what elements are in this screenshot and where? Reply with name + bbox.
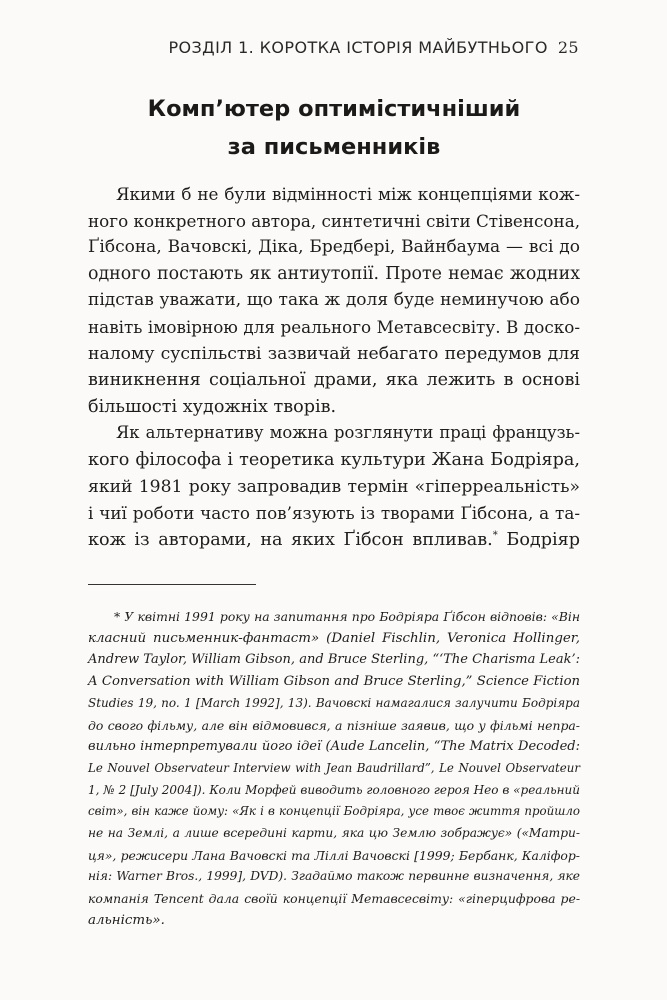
section-title-line: Комп’ютер оптимістичніший (147, 96, 521, 122)
paragraph (88, 420, 580, 553)
text-line: Ґібсона, Вачовскі, Діка, Бредбері, Вайнбаума — всі до (88, 237, 580, 258)
text-line: підстав уважати, що така ж доля буде неминучою або (88, 290, 580, 311)
footnote-line: * У квітні 1991 року на запитання про Бодріяра Ґібсон відповів: «Він (114, 609, 580, 624)
footnote-line: Le Nouvel Observateur Interview with Jean Baudrillard”, Le Nouvel Observateur (88, 760, 580, 775)
footnote-line: A Conversation with William Gibson and Bruce Sterling,” Science Fiction (88, 674, 580, 690)
text-line: який 1981 року запровадив термін «гіперреальність» (88, 476, 580, 497)
footnote-line: ця», режисери Лана Вачовскі та Ліллі Вачовскі [1999; Бербанк, Каліфор- (88, 847, 580, 863)
text-line: кого філософа і теоретика культури Жана Бодріяра, (88, 449, 580, 470)
text-line: Як альтернативу можна розглянути праці французь- (116, 423, 580, 443)
footnote-line: Studies 19, no. 1 [March 1992], 13). Вачовскі намагалися залучити Бодріяра (88, 695, 580, 710)
footnote-line: вильно інтерпретували його ідеї (Aude Lancelin, “The Matrix Decoded: (88, 739, 580, 755)
footnote (88, 606, 580, 932)
text-fragment: кож із авторами, на яких Ґібсон впливав. (88, 529, 493, 550)
footnote-line: класний письменник-фантаст» (Daniel Fischlin, Veronica Hollinger, (88, 630, 580, 646)
footnote-line: світ», він каже йому: «Як і в концепції Бодріяра, усе твоє життя пройшло (88, 804, 580, 819)
text-line: одного постають як антиутопії. Проте немає жодних (88, 263, 580, 284)
footnote-line: Andrew Taylor, William Gibson, and Bruce Sterling, “‘The Charisma Leak’: (88, 652, 580, 668)
footnote-line: 1, № 2 [July 2004]). Коли Морфей виводить головного героя Нео в «реальний (88, 782, 580, 797)
section-title (88, 90, 580, 166)
running-head (168, 38, 579, 57)
footnote-divider (88, 584, 256, 585)
footnote-line: альність». (88, 912, 165, 928)
text-fragment: Бодріяр (497, 529, 581, 550)
text-line: навіть імовірною для реального Метавсесвіту. В доско- (88, 316, 580, 337)
body-text (88, 181, 580, 553)
footnote-line: компанія Tencent дала своїй концепції Метавсесвіту: «гіперцифрова ре- (88, 891, 580, 907)
text-line: налому суспільстві зазвичай небагато передумов для (88, 343, 580, 364)
text-line: більшості художніх творів. (88, 396, 337, 417)
page-number: 25 (557, 38, 579, 57)
chapter-title: РОЗДІЛ 1. КОРОТКА ІСТОРІЯ МАЙБУТНЬОГО (168, 38, 548, 57)
text-line: і чиї роботи часто пов’язують із творами Ґібсона, а та- (88, 503, 580, 524)
footnote-line: нія: Warner Bros., 1999], DVD). Згадаймо також первинне визначення, яке (88, 869, 580, 884)
footnote-marker[interactable]: * (492, 529, 498, 541)
section-title-line: за письменників (227, 134, 441, 160)
text-line: виникнення соціальної драми, яка лежить в основі (88, 370, 580, 391)
text-line: Якими б не були відмінності між концепціями кож- (116, 184, 580, 204)
text-line: ного конкретного автора, синтетичні світи Стівенсона, (88, 210, 581, 231)
footnote-line: до свого фільму, але він відмовився, а пізніше заявив, що у фільмі непра- (88, 717, 580, 733)
paragraph (88, 181, 580, 420)
text-line (88, 527, 580, 554)
footnote-line: не на Землі, а лише всередині карти, яка цю Землю зображує» («Матри- (88, 826, 580, 841)
